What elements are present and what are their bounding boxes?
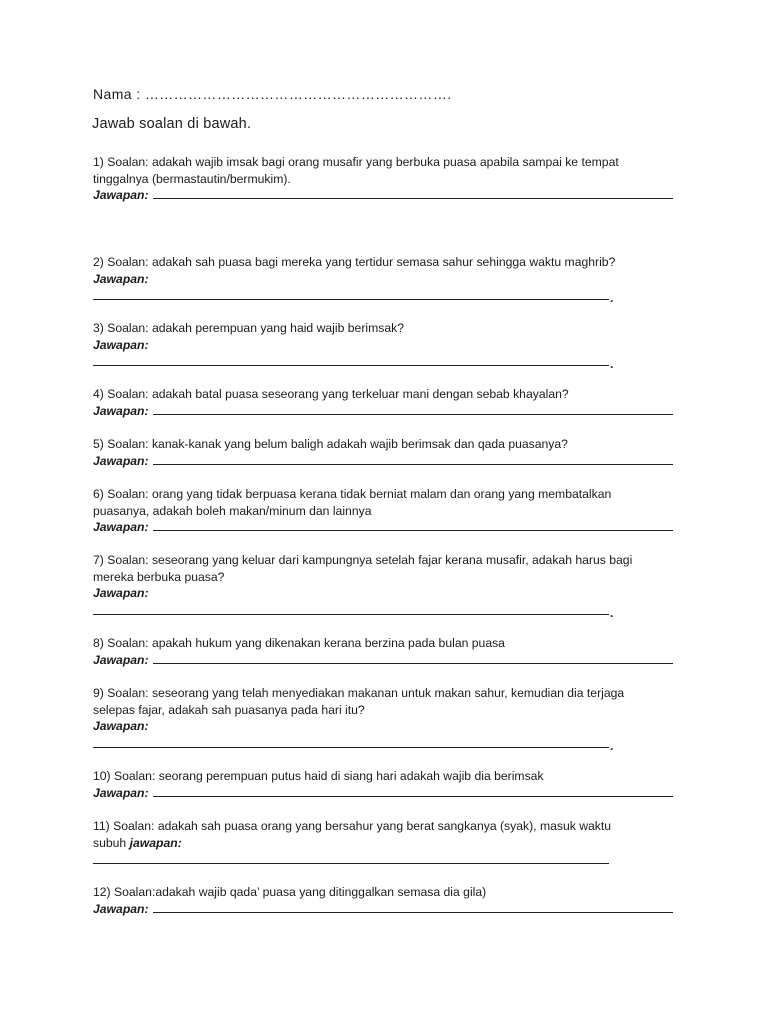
question-text: 10) Soalan: seorang perempuan putus haid di siang hari adakah wajib dia berimsak: [93, 769, 544, 783]
answer-label: Jawapan:: [93, 652, 149, 667]
answer-row: [93, 403, 673, 420]
answer-row: [93, 453, 673, 470]
question-7: [93, 552, 673, 615]
answer-line[interactable]: [153, 188, 673, 199]
answer-row: [93, 652, 673, 669]
answer-label: jawapan:: [129, 835, 182, 850]
answer-label: Jawapan:: [93, 719, 149, 734]
answer-line[interactable]: [153, 404, 673, 415]
question-text: 4) Soalan: adakah batal puasa seseorang yang terkeluar mani dengan sebab khayalan?: [93, 387, 569, 401]
question-text-continued: subuh jawapan:: [93, 835, 182, 850]
question-1: [93, 154, 673, 204]
question-11: [93, 818, 673, 864]
question-text: 3) Soalan: adakah perempuan yang haid wajib berimsak?: [93, 321, 404, 335]
answer-line[interactable]: [93, 851, 609, 864]
answer-label: Jawapan:: [93, 271, 149, 286]
answer-label: Jawapan:: [93, 403, 149, 418]
question-3: [93, 320, 673, 366]
question-text: 8) Soalan: apakah hukum yang dikenakan kerana berzina pada bulan puasa: [93, 636, 505, 650]
answer-label: Jawapan:: [93, 188, 149, 203]
question-8: [93, 635, 673, 668]
answer-row: [93, 519, 673, 536]
question-10: [93, 768, 673, 801]
answer-label: Jawapan:: [93, 785, 149, 800]
question-text: 12) Soalan:adakah wajib qada’ puasa yang ditinggalkan semasa dia gila): [93, 885, 487, 899]
name-field-label: Nama : ……………………………………………………….: [93, 86, 452, 102]
answer-line[interactable]: [153, 653, 673, 664]
question-text: 6) Soalan: orang yang tidak berpuasa kerana tidak berniat malam dan orang yang membatalkan puasanya, adakah boleh makan/minum dan lainnya: [93, 487, 612, 518]
question-4: [93, 386, 673, 419]
instruction-text: Jawab soalan di bawah.: [92, 116, 252, 132]
question-text: 5) Soalan: kanak-kanak yang belum baligh adakah wajib berimsak dan qada puasanya?: [93, 437, 568, 451]
answer-row: [93, 785, 673, 802]
answer-line[interactable]: [153, 786, 673, 797]
answer-line[interactable]: [93, 287, 609, 300]
question-12: [93, 884, 673, 917]
question-2: [93, 254, 673, 300]
question-text: 1) Soalan: adakah wajib imsak bagi orang musafir yang berbuka puasa apabila sampai ke tempat tinggalnya (bermastautin/bermukim).: [93, 155, 619, 186]
answer-line[interactable]: [153, 454, 673, 465]
answer-label: Jawapan:: [93, 520, 149, 535]
answer-line[interactable]: [153, 520, 673, 531]
question-text: 7) Soalan: seseorang yang keluar dari kampungnya setelah fajar kerana musafir, adakah harus bagi mereka berbuka puasa?: [93, 553, 633, 584]
answer-line[interactable]: [93, 602, 609, 615]
question-9: [93, 685, 673, 748]
answer-line[interactable]: [93, 353, 609, 366]
answer-row: [93, 901, 673, 918]
answer-label: Jawapan:: [93, 337, 149, 352]
question-text: 9) Soalan: seseorang yang telah menyediakan makanan untuk makan sahur, kemudian dia terjaga selepas fajar, adakah sah puasanya pada hari itu?: [93, 686, 625, 717]
question-6: [93, 486, 673, 536]
question-5: [93, 436, 673, 469]
answer-row: [93, 187, 673, 204]
answer-line[interactable]: [153, 902, 673, 913]
answer-label: Jawapan:: [93, 453, 149, 468]
answer-line[interactable]: [93, 735, 609, 748]
question-text: 11) Soalan: adakah sah puasa orang yang bersahur yang berat sangkanya (syak), masuk waktu: [93, 819, 612, 833]
question-text: 2) Soalan: adakah sah puasa bagi mereka yang tertidur semasa sahur sehingga waktu maghrib?: [93, 255, 616, 269]
answer-label: Jawapan:: [93, 586, 149, 601]
answer-label: Jawapan:: [93, 901, 149, 916]
